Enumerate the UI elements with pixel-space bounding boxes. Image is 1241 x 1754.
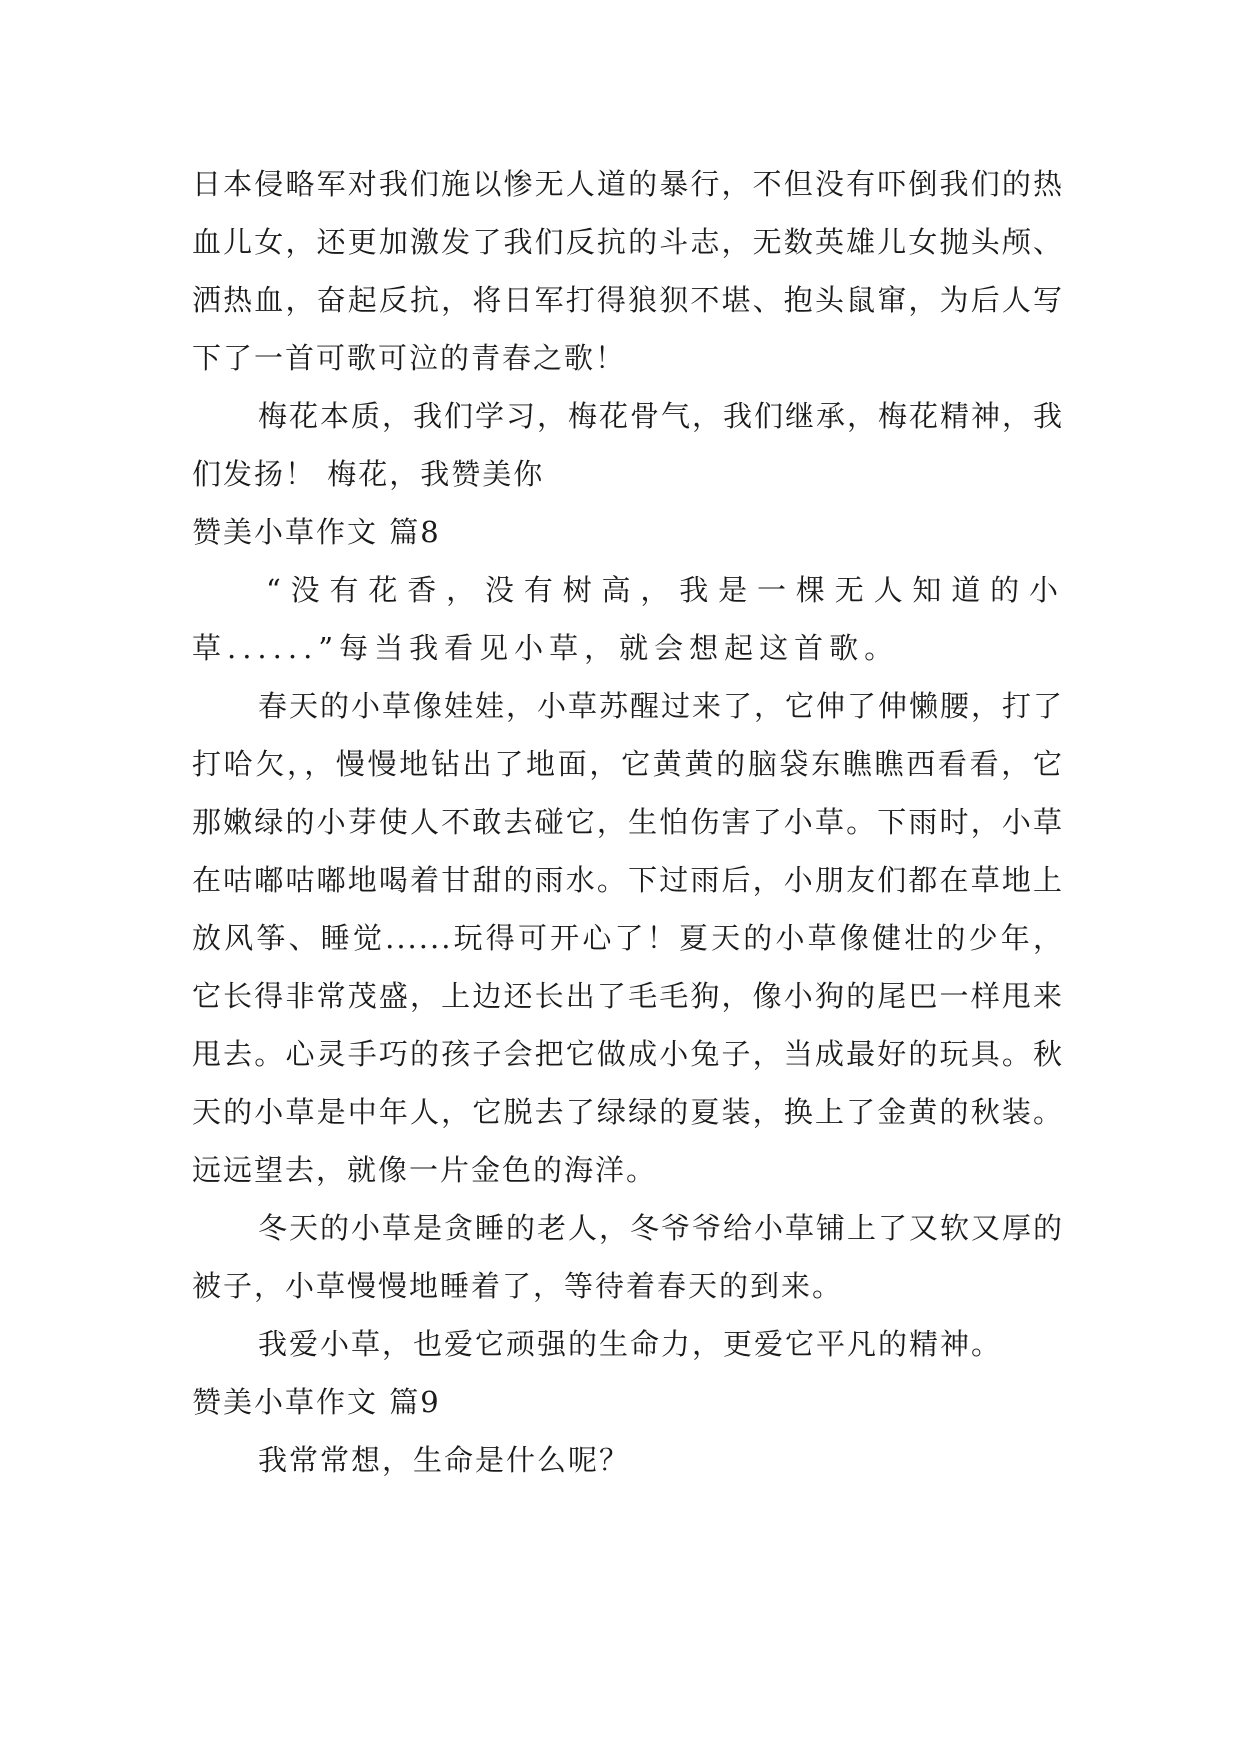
paragraph-what-is-life: 我常常想，生命是什么呢？ bbox=[258, 1443, 631, 1477]
document-page bbox=[192, 155, 1064, 1489]
paragraph-japanese-aggression: 日本侵略军对我们施以惨无人道的暴行，不但没有吓倒我们的热血儿女，还更加激发了我们反抗的斗志，无数英雄儿女抛头颅、洒热血，奋起反抗，将日军打得狼狈不堪、抱头鼠窜，为后人写下了一首可歌可泣的青春之歌！ bbox=[192, 167, 1064, 375]
section-heading-8: 赞美小草作文 篇8 bbox=[192, 515, 441, 549]
paragraph-song-quote: “没有花香，没有树高，我是一棵无人知道的小草......”每当我看见小草，就会想起这首歌。 bbox=[192, 573, 1064, 665]
paragraph-winter: 冬天的小草是贪睡的老人，冬爷爷给小草铺上了又软又厚的被子，小草慢慢地睡着了，等待着春天的到来。 bbox=[192, 1211, 1065, 1303]
paragraph-plum-blossom: 梅花本质，我们学习，梅花骨气，我们继承，梅花精神，我们发扬！ 梅花，我赞美你 bbox=[192, 399, 1065, 491]
paragraph-love-grass: 我爱小草，也爱它顽强的生命力，更爱它平凡的精神。 bbox=[258, 1327, 1003, 1361]
section-heading-9: 赞美小草作文 篇9 bbox=[192, 1385, 441, 1419]
paragraph-seasons: 春天的小草像娃娃，小草苏醒过来了，它伸了伸懒腰，打了打哈欠，，慢慢地钻出了地面，它黄黄的脑袋东瞧瞧西看看，它那嫩绿的小芽使人不敢去碰它，生怕伤害了小草。下雨时，小草在咕嘟咕嘟地喝着甘甜的雨水。下过雨后，小朋友们都在草地上放风筝、睡觉......玩得可开心了！夏天的小草像健壮的少年，它长得非常茂盛，上边还长出了毛毛狗，像小狗的尾巴一样甩来甩去。心灵手巧的孩子会把它做成小兔子，当成最好的玩具。秋天的小草是中年人，它脱去了绿绿的夏装，换上了金黄的秋装。远远望去，就像一片金色的海洋。 bbox=[192, 689, 1065, 1187]
